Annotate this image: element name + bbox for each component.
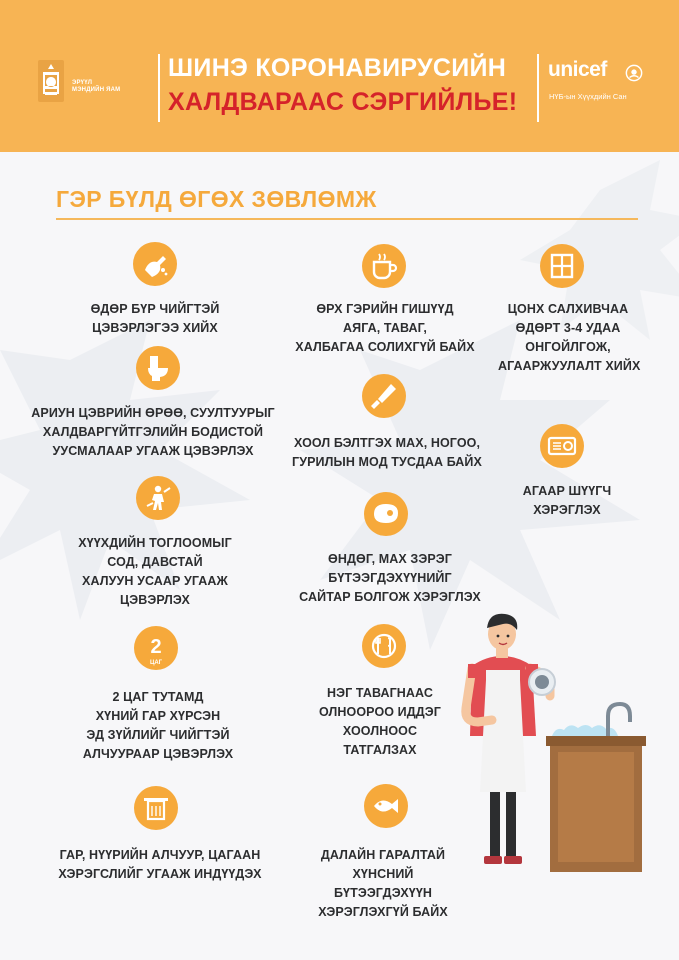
- toy-cleaning-icon: [136, 476, 180, 520]
- tip-separate-cutting-boards: [287, 434, 487, 472]
- header-title-line1: ШИНЭ КОРОНАВИРУСИЙН: [168, 54, 507, 82]
- tip-line: ХЭРЭГСЛИЙГ УГААЖ ИНДҮҮДЭХ: [58, 867, 262, 881]
- tip-line: САЙТАР БОЛГОЖ ХЭРЭГЛЭХ: [299, 590, 481, 604]
- tip-line: ХАЛДВАРГҮЙТГЭЛИЙН БОДИСТОЙ: [42, 425, 264, 439]
- header-title-line2: ХАЛДВАРААС СЭРГИЙЛЬЕ!: [168, 88, 518, 116]
- unicef-subtitle: НҮБ-ын Хүүхдийн Сан: [549, 92, 627, 101]
- tip-line: ЦЭВЭРЛЭГЭЭ ХИЙХ: [92, 321, 218, 335]
- tip-ventilation: [498, 300, 641, 376]
- ministry-name-line2: МЭНДИЙН ЯАМ: [72, 87, 121, 93]
- tip-line: АГААР ШҮҮГЧ: [522, 484, 612, 498]
- tip-line: НЭГ ТАВАГНААС: [327, 686, 433, 700]
- tip-line: ХООЛ БЭЛТГЭХ МАХ, НОГОО,: [293, 436, 481, 450]
- air-purifier-icon: [540, 424, 584, 468]
- tip-line: ӨДӨРТ 3-4 УДАА: [515, 321, 621, 335]
- tip-line: ЭД ЗҮЙЛИЙГ ЧИЙГТЭЙ: [86, 728, 230, 742]
- ministry-name: [72, 80, 152, 94]
- tip-line: ТАТГАЛЗАХ: [343, 743, 417, 757]
- unicef-globe-icon: [625, 64, 643, 82]
- tip-avoid-seafood: [318, 846, 448, 922]
- tip-line: ОЛНООРОО ИДДЭГ: [319, 705, 441, 719]
- tip-line: АГААРЖУУЛАЛТ ХИЙХ: [498, 359, 641, 373]
- tip-line: ГУРИЛЫН МОД ТУСДАА БАЙХ: [292, 455, 482, 469]
- tip-cook-thoroughly: [290, 550, 490, 607]
- cleaning-icon: [133, 242, 177, 286]
- cup-icon: [362, 244, 406, 288]
- towel-icon: [134, 786, 178, 830]
- tip-line: ГАР, НҮҮРИЙН АЛЧУУР, ЦАГААН: [59, 848, 261, 862]
- section-underline: [56, 218, 638, 220]
- tip-wash-towels: [40, 846, 280, 884]
- toilet-icon: [136, 346, 180, 390]
- clock-number: 2: [150, 636, 162, 658]
- unicef-logo: unicef: [548, 58, 607, 81]
- tip-bathroom-disinfect: [28, 404, 278, 461]
- clock-icon: [134, 626, 178, 670]
- tip-line: ХҮНИЙ ГАР ХҮРСЭН: [95, 709, 221, 723]
- tip-line: ӨРХ ГЭРИЙН ГИШҮҮД: [316, 302, 454, 316]
- tip-line: БҮТЭЭГДЭХҮҮН: [333, 886, 433, 900]
- plate-cutlery-icon: [362, 624, 406, 668]
- tip-line: УУСМАЛААР УГААЖ ЦЭВЭРЛЭХ: [52, 444, 254, 458]
- tip-line: ХҮНСНИЙ: [352, 867, 414, 881]
- knife-icon: [362, 374, 406, 418]
- header-divider-right: [537, 54, 539, 122]
- tip-line: АРИУН ЦЭВРИЙН ӨРӨӨ, СУУЛТУУРЫГ: [31, 406, 275, 420]
- ministry-name-line1: ЭРҮҮЛ: [72, 80, 93, 86]
- header-banner: [0, 0, 679, 152]
- clock-unit: ЦАГ: [149, 660, 163, 666]
- ministry-logo: [36, 60, 146, 110]
- section-title: ГЭР БҮЛД ӨГӨХ ЗӨВЛӨМЖ: [56, 186, 377, 212]
- tip-line: ДАЛАЙН ГАРАЛТАЙ: [320, 848, 446, 862]
- tip-line: ЦОНХ САЛХИВЧАА: [507, 302, 629, 316]
- tip-toy-washing: [60, 534, 250, 610]
- tip-line: ХООЛНООС: [342, 724, 418, 738]
- tip-line: ХАЛУУН УСААР УГААЖ: [82, 574, 228, 588]
- tip-line: ХАЛБАГАА СОЛИХГҮЙ БАЙХ: [295, 340, 475, 354]
- tip-line: ХЭРЭГЛЭХ: [533, 503, 601, 517]
- window-icon: [540, 244, 584, 288]
- tip-separate-dishes: [290, 300, 480, 357]
- fish-icon: [364, 784, 408, 828]
- man-washing-dishes-illustration: [446, 612, 646, 872]
- header-divider-left: [158, 54, 160, 122]
- tip-daily-cleaning: [70, 300, 240, 338]
- tip-air-purifier: [502, 482, 632, 520]
- tip-no-shared-plate: [310, 684, 450, 760]
- tip-line: АЯГА, ТАВАГ,: [343, 321, 427, 335]
- tip-line: 2 ЦАГ ТУТАМД: [112, 690, 204, 704]
- tip-line: ХҮҮХДИЙН ТОГЛООМЫГ: [78, 536, 232, 550]
- tip-line: ӨДӨР БҮР ЧИЙГТЭЙ: [90, 302, 220, 316]
- tip-line: АЛЧУУРААР ЦЭВЭРЛЭХ: [82, 747, 234, 761]
- soyombo-emblem-icon: [36, 60, 66, 102]
- tip-line: ӨНДӨГ, МАХ ЗЭРЭГ: [328, 552, 452, 566]
- meat-icon: [364, 492, 408, 536]
- tip-line: ЦЭВЭРЛЭХ: [120, 593, 190, 607]
- tip-wipe-surfaces: [68, 688, 248, 764]
- tip-line: БҮТЭЭГДЭХҮҮНИЙГ: [328, 571, 452, 585]
- tip-line: ОНГОЙЛГОЖ,: [525, 340, 611, 354]
- tip-line: СОД, ДАВСТАЙ: [107, 555, 203, 569]
- tip-line: ХЭРЭГЛЭХГҮЙ БАЙХ: [318, 905, 448, 919]
